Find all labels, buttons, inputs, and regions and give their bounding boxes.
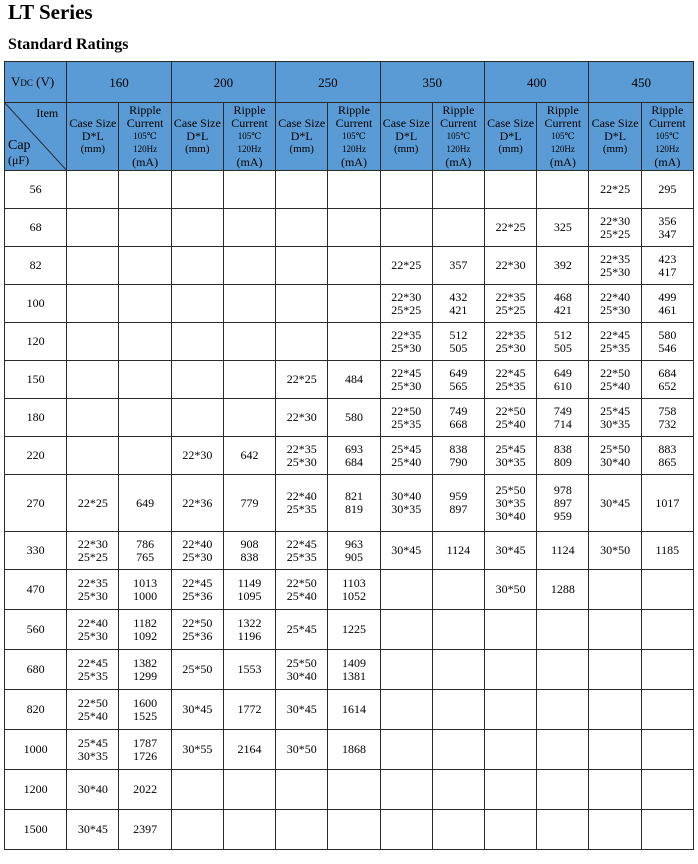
table-row <box>5 323 694 361</box>
case-size-cell <box>589 570 641 610</box>
case-size-cell: 22*35 25*30 <box>589 247 641 285</box>
case-size-cell <box>485 650 537 690</box>
case-size-cell <box>171 770 223 810</box>
case-size-cell: 22*50 25*36 <box>171 610 223 650</box>
case-size-cell: 22*45 25*35 <box>276 532 328 570</box>
ripple-current-cell: 786 765 <box>119 532 171 570</box>
ripple-current-cell <box>223 209 275 247</box>
ripple-current-cell <box>641 770 693 810</box>
case-size-cell: 22*30 <box>276 399 328 437</box>
voltage-header: 250 <box>276 62 380 103</box>
case-size-cell <box>276 171 328 209</box>
case-size-cell <box>589 690 641 730</box>
ripple-current-cell: 1322 1196 <box>223 610 275 650</box>
case-size-cell <box>67 209 119 247</box>
ripple-current-header: Ripple Current 105℃ 120Hz (mA) <box>432 103 484 171</box>
case-size-cell <box>67 247 119 285</box>
ripple-current-cell <box>223 810 275 850</box>
case-size-cell: 22*45 25*35 <box>589 323 641 361</box>
ripple-current-cell <box>223 285 275 323</box>
case-size-cell: 22*25 <box>67 475 119 532</box>
case-size-cell: 22*30 25*25 <box>589 209 641 247</box>
ripple-current-cell <box>328 810 380 850</box>
capacitance-cell: 470 <box>5 570 67 610</box>
ripple-current-cell <box>119 323 171 361</box>
voltage-header: 400 <box>485 62 589 103</box>
ripple-current-cell: 838 790 <box>432 437 484 475</box>
ripple-current-cell: 484 <box>328 361 380 399</box>
case-size-cell: 22*30 <box>485 247 537 285</box>
case-size-cell <box>67 171 119 209</box>
voltage-header-label: VDC (V) <box>5 62 67 103</box>
capacitance-cell: 1200 <box>5 770 67 810</box>
ripple-current-cell: 1013 1000 <box>119 570 171 610</box>
ripple-current-cell <box>328 247 380 285</box>
ripple-current-cell: 642 <box>223 437 275 475</box>
case-size-cell: 22*50 25*40 <box>589 361 641 399</box>
case-size-cell: 30*55 <box>171 730 223 770</box>
case-size-cell <box>485 690 537 730</box>
case-size-cell: 22*40 25*30 <box>171 532 223 570</box>
ripple-current-cell <box>223 361 275 399</box>
ripple-current-cell <box>641 610 693 650</box>
case-size-cell: 22*35 25*25 <box>485 285 537 323</box>
table-row <box>5 690 694 730</box>
ripple-current-cell: 1772 <box>223 690 275 730</box>
ripple-current-cell <box>119 285 171 323</box>
ripple-current-cell <box>432 690 484 730</box>
case-size-cell: 22*35 25*30 <box>276 437 328 475</box>
ripple-current-cell <box>537 610 589 650</box>
ripple-current-cell <box>223 399 275 437</box>
case-size-cell: 22*25 <box>589 171 641 209</box>
ripple-current-cell <box>641 730 693 770</box>
ripple-current-cell <box>432 570 484 610</box>
case-size-cell: 22*25 <box>485 209 537 247</box>
ripple-current-cell: 838 809 <box>537 437 589 475</box>
ripple-current-cell: 2164 <box>223 730 275 770</box>
ripple-current-cell <box>223 171 275 209</box>
case-size-cell <box>276 209 328 247</box>
section-title: Standard Ratings <box>8 36 129 53</box>
case-size-cell: 25*50 30*40 <box>589 437 641 475</box>
case-size-cell: 25*50 30*40 <box>276 650 328 690</box>
item-label: Item <box>36 106 59 120</box>
ripple-current-cell: 468 421 <box>537 285 589 323</box>
ripple-current-cell: 978 897 959 <box>537 475 589 532</box>
case-size-cell: 25*45 30*35 <box>589 399 641 437</box>
case-size-cell: 25*45 <box>276 610 328 650</box>
ripple-current-cell <box>223 323 275 361</box>
case-size-cell: 22*40 25*30 <box>67 610 119 650</box>
case-size-cell: 22*30 25*25 <box>380 285 432 323</box>
capacitance-cell: 180 <box>5 399 67 437</box>
ripple-current-cell <box>537 171 589 209</box>
ripple-current-cell: 1382 1299 <box>119 650 171 690</box>
ripple-current-cell <box>328 323 380 361</box>
case-size-cell: 22*25 <box>380 247 432 285</box>
capacitance-cell: 680 <box>5 650 67 690</box>
case-size-cell <box>485 810 537 850</box>
table-row <box>5 475 694 532</box>
case-size-cell <box>171 323 223 361</box>
case-size-cell: 22*50 25*40 <box>276 570 328 610</box>
ripple-current-cell <box>432 730 484 770</box>
case-size-cell: 22*45 25*35 <box>67 650 119 690</box>
case-size-cell: 22*50 25*40 <box>67 690 119 730</box>
capacitance-cell: 56 <box>5 171 67 209</box>
ripple-current-cell: 512 505 <box>432 323 484 361</box>
ripple-current-cell <box>537 650 589 690</box>
table-row <box>5 570 694 610</box>
ripple-current-cell: 432 421 <box>432 285 484 323</box>
ripple-current-cell: 2397 <box>119 810 171 850</box>
case-size-cell: 30*45 <box>67 810 119 850</box>
capacitance-cell: 1500 <box>5 810 67 850</box>
case-size-cell: 22*50 25*40 <box>485 399 537 437</box>
ripple-current-cell: 749 668 <box>432 399 484 437</box>
table-row <box>5 650 694 690</box>
ripple-current-cell: 325 <box>537 209 589 247</box>
case-size-cell <box>276 770 328 810</box>
case-size-cell <box>67 399 119 437</box>
case-size-cell <box>276 323 328 361</box>
case-size-cell <box>380 730 432 770</box>
page-title: LT Series <box>8 0 93 24</box>
case-size-cell <box>589 770 641 810</box>
ripple-current-cell: 779 <box>223 475 275 532</box>
ripple-current-cell: 749 714 <box>537 399 589 437</box>
corner-header <box>5 103 67 171</box>
table-row <box>5 285 694 323</box>
case-size-cell <box>589 730 641 770</box>
ripple-current-cell <box>432 171 484 209</box>
ripple-current-cell <box>119 361 171 399</box>
case-size-cell <box>485 770 537 810</box>
ripple-current-cell: 1124 <box>537 532 589 570</box>
ripple-current-cell: 1103 1052 <box>328 570 380 610</box>
case-size-cell <box>171 810 223 850</box>
voltage-header: 200 <box>171 62 275 103</box>
case-size-cell <box>171 171 223 209</box>
case-size-cell: 22*45 25*35 <box>485 361 537 399</box>
ripple-current-cell: 580 <box>328 399 380 437</box>
case-size-cell <box>171 285 223 323</box>
ripple-current-cell <box>432 650 484 690</box>
case-size-cell: 25*50 <box>171 650 223 690</box>
case-size-cell <box>485 730 537 770</box>
ripple-current-cell <box>537 810 589 850</box>
case-size-cell: 30*45 <box>380 532 432 570</box>
ripple-current-cell <box>432 610 484 650</box>
ripple-current-cell <box>537 770 589 810</box>
case-size-cell <box>380 690 432 730</box>
capacitance-cell: 68 <box>5 209 67 247</box>
table-row <box>5 171 694 209</box>
case-size-cell <box>67 285 119 323</box>
case-size-cell <box>276 247 328 285</box>
case-size-cell: 30*45 <box>276 690 328 730</box>
capacitance-cell: 560 <box>5 610 67 650</box>
table-row <box>5 770 694 810</box>
table-row <box>5 361 694 399</box>
case-size-header: Case Size D*L (mm) <box>276 103 328 171</box>
case-size-cell <box>380 610 432 650</box>
case-size-cell <box>276 285 328 323</box>
case-size-header: Case Size D*L (mm) <box>485 103 537 171</box>
case-size-cell <box>380 209 432 247</box>
ripple-current-cell <box>328 209 380 247</box>
table-row <box>5 532 694 570</box>
case-size-cell: 22*35 25*30 <box>380 323 432 361</box>
ripple-current-cell: 684 652 <box>641 361 693 399</box>
case-size-header: Case Size D*L (mm) <box>380 103 432 171</box>
voltage-header: 350 <box>380 62 484 103</box>
ripple-current-cell <box>328 285 380 323</box>
ripple-current-cell <box>641 810 693 850</box>
case-size-cell: 22*40 25*35 <box>276 475 328 532</box>
table-row <box>5 399 694 437</box>
case-size-cell <box>67 361 119 399</box>
ripple-current-cell <box>119 399 171 437</box>
ripple-current-cell: 1185 <box>641 532 693 570</box>
table-row <box>5 610 694 650</box>
ripple-current-cell <box>119 437 171 475</box>
ripple-current-cell <box>223 770 275 810</box>
ripple-current-cell <box>432 810 484 850</box>
table-row <box>5 810 694 850</box>
case-size-cell: 22*40 25*30 <box>589 285 641 323</box>
ratings-table <box>4 61 694 850</box>
ripple-current-cell: 580 546 <box>641 323 693 361</box>
ripple-current-cell: 1868 <box>328 730 380 770</box>
case-size-cell <box>589 810 641 850</box>
voltage-header: 160 <box>67 62 171 103</box>
case-size-cell <box>380 171 432 209</box>
ripple-current-cell: 821 819 <box>328 475 380 532</box>
case-size-cell <box>171 361 223 399</box>
ripple-current-cell: 2022 <box>119 770 171 810</box>
ripple-current-cell: 499 461 <box>641 285 693 323</box>
case-size-cell: 30*50 <box>589 532 641 570</box>
capacitance-cell: 330 <box>5 532 67 570</box>
case-size-cell: 22*35 25*30 <box>485 323 537 361</box>
table-row <box>5 437 694 475</box>
ripple-current-cell: 758 732 <box>641 399 693 437</box>
capacitance-cell: 820 <box>5 690 67 730</box>
ripple-current-cell <box>119 247 171 285</box>
ripple-current-cell: 649 565 <box>432 361 484 399</box>
ripple-current-cell: 1614 <box>328 690 380 730</box>
ripple-current-cell: 512 505 <box>537 323 589 361</box>
ripple-current-cell: 959 897 <box>432 475 484 532</box>
table-row <box>5 209 694 247</box>
case-size-cell: 25*45 25*40 <box>380 437 432 475</box>
case-size-cell: 22*45 25*30 <box>380 361 432 399</box>
case-size-cell: 22*35 25*30 <box>67 570 119 610</box>
table-row <box>5 247 694 285</box>
ripple-current-cell: 295 <box>641 171 693 209</box>
capacitance-cell: 270 <box>5 475 67 532</box>
ripple-current-header: Ripple Current 105℃ 120Hz (mA) <box>328 103 380 171</box>
ripple-current-header: Ripple Current 105℃ 120Hz (mA) <box>641 103 693 171</box>
ripple-current-cell: 649 <box>119 475 171 532</box>
ripple-current-cell: 1787 1726 <box>119 730 171 770</box>
ripple-current-cell: 1017 <box>641 475 693 532</box>
case-size-cell: 25*45 30*35 <box>67 730 119 770</box>
ripple-current-cell <box>641 690 693 730</box>
ripple-current-cell: 1288 <box>537 570 589 610</box>
case-size-cell: 22*36 <box>171 475 223 532</box>
capacitance-cell: 82 <box>5 247 67 285</box>
ripple-current-cell <box>432 770 484 810</box>
case-size-cell <box>485 171 537 209</box>
case-size-cell <box>171 209 223 247</box>
ripple-current-cell: 963 905 <box>328 532 380 570</box>
case-size-cell <box>276 810 328 850</box>
ripple-current-cell <box>537 730 589 770</box>
ripple-current-cell: 1225 <box>328 610 380 650</box>
case-size-cell: 30*50 <box>276 730 328 770</box>
cap-label: Cap (μF) <box>8 138 31 167</box>
ripple-current-cell: 1149 1095 <box>223 570 275 610</box>
ripple-current-cell <box>119 171 171 209</box>
case-size-cell: 22*30 25*25 <box>67 532 119 570</box>
case-size-header: Case Size D*L (mm) <box>171 103 223 171</box>
ripple-current-cell: 908 838 <box>223 532 275 570</box>
ripple-current-cell: 883 865 <box>641 437 693 475</box>
ripple-current-cell: 423 417 <box>641 247 693 285</box>
capacitance-cell: 120 <box>5 323 67 361</box>
case-size-header: Case Size D*L (mm) <box>589 103 641 171</box>
case-size-cell: 30*45 <box>171 690 223 730</box>
case-size-cell <box>589 610 641 650</box>
ripple-current-cell <box>537 690 589 730</box>
case-size-cell <box>171 399 223 437</box>
capacitance-cell: 1000 <box>5 730 67 770</box>
case-size-cell: 30*50 <box>485 570 537 610</box>
ripple-current-cell: 1600 1525 <box>119 690 171 730</box>
case-size-cell <box>67 437 119 475</box>
ripple-current-cell <box>328 171 380 209</box>
ripple-current-cell: 1409 1381 <box>328 650 380 690</box>
ripple-current-cell <box>119 209 171 247</box>
ripple-current-header: Ripple Current 105℃ 120Hz (mA) <box>537 103 589 171</box>
voltage-header: 450 <box>589 62 694 103</box>
case-size-header: Case Size D*L (mm) <box>67 103 119 171</box>
ripple-current-cell: 693 684 <box>328 437 380 475</box>
ripple-current-header: Ripple Current 105℃ 120Hz (mA) <box>119 103 171 171</box>
capacitance-cell: 220 <box>5 437 67 475</box>
case-size-cell <box>171 247 223 285</box>
capacitance-cell: 150 <box>5 361 67 399</box>
case-size-cell <box>589 650 641 690</box>
case-size-cell: 22*25 <box>276 361 328 399</box>
case-size-cell <box>485 610 537 650</box>
case-size-cell: 30*40 30*35 <box>380 475 432 532</box>
case-size-cell: 30*45 <box>485 532 537 570</box>
ripple-current-cell <box>223 247 275 285</box>
case-size-cell: 30*40 <box>67 770 119 810</box>
case-size-cell <box>380 570 432 610</box>
case-size-cell: 25*45 30*35 <box>485 437 537 475</box>
ripple-current-cell <box>641 570 693 610</box>
ripple-current-cell <box>328 770 380 810</box>
case-size-cell: 22*45 25*36 <box>171 570 223 610</box>
ripple-current-cell <box>432 209 484 247</box>
ripple-current-cell: 392 <box>537 247 589 285</box>
ripple-current-cell: 1182 1092 <box>119 610 171 650</box>
case-size-cell <box>380 650 432 690</box>
ripple-current-cell <box>641 650 693 690</box>
case-size-cell: 22*50 25*35 <box>380 399 432 437</box>
case-size-cell: 22*30 <box>171 437 223 475</box>
ripple-current-cell: 1124 <box>432 532 484 570</box>
ripple-current-cell: 649 610 <box>537 361 589 399</box>
ripple-current-cell: 1553 <box>223 650 275 690</box>
case-size-cell <box>67 323 119 361</box>
ripple-current-header: Ripple Current 105℃ 120Hz (mA) <box>223 103 275 171</box>
case-size-cell: 25*50 30*35 30*40 <box>485 475 537 532</box>
ripple-current-cell: 356 347 <box>641 209 693 247</box>
case-size-cell: 30*45 <box>589 475 641 532</box>
table-row <box>5 730 694 770</box>
case-size-cell <box>380 770 432 810</box>
ripple-current-cell: 357 <box>432 247 484 285</box>
case-size-cell <box>380 810 432 850</box>
capacitance-cell: 100 <box>5 285 67 323</box>
